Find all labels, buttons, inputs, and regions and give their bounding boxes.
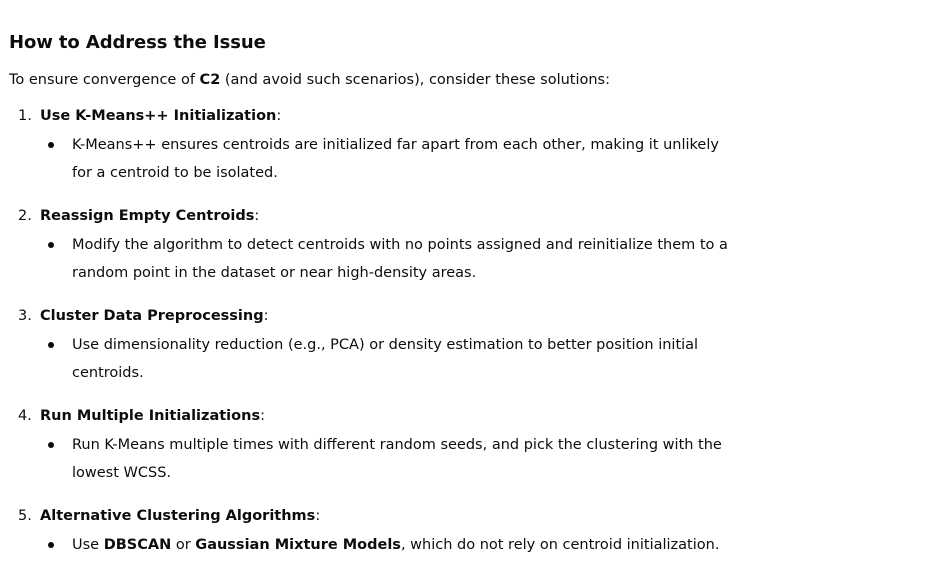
bullet-text: [72, 531, 732, 559]
section-heading: How to Address the Issue: [9, 32, 266, 53]
list-item-step-2: [9, 205, 729, 281]
bullet-text: Run K-Means multiple times with different random seeds, and pick the clustering with the lowest WCSS.: [72, 437, 722, 481]
step-title-colon: :: [260, 408, 265, 424]
step-number: 3.: [18, 308, 32, 324]
bullet-prefix: Use: [72, 537, 104, 553]
step-title: [40, 405, 265, 427]
step-title-bold: Run Multiple Initializations: [40, 408, 261, 424]
step-heading: [9, 105, 729, 127]
step-title-bold: Reassign Empty Centroids: [40, 208, 255, 224]
step-number: 4.: [18, 408, 32, 424]
list-item-step-1: [9, 105, 729, 181]
step-number: 5.: [18, 508, 32, 524]
step-number: 1.: [18, 108, 32, 124]
bullet-dot-icon: [48, 442, 54, 448]
bullet-bold-dbscan: DBSCAN: [103, 537, 172, 553]
list-item-step-5: [9, 505, 729, 553]
intro-suffix: (and avoid such scenarios), consider these solutions:: [220, 72, 610, 88]
step-heading: [9, 305, 729, 327]
step-title-colon: :: [276, 108, 282, 124]
step-title-colon: :: [254, 208, 260, 224]
step-title-colon: :: [263, 308, 269, 324]
bullet-suffix: , which do not rely on centroid initialization.: [400, 537, 720, 553]
bullet-dot-icon: [48, 542, 54, 548]
step-title: [40, 505, 320, 527]
step-title-colon: :: [315, 508, 321, 524]
step-title-bold: Use K-Means++ Initialization: [40, 108, 277, 124]
bullet-text: Modify the algorithm to detect centroids with no points assigned and reinitialize them to a random point in the dataset or near high-density areas.: [72, 237, 728, 281]
intro-bold: C2: [199, 72, 221, 88]
step-number: 2.: [18, 208, 32, 224]
step-heading: [9, 405, 729, 427]
step-title: [40, 305, 268, 327]
bullet-dot-icon: [48, 142, 54, 148]
intro-paragraph: [9, 70, 610, 90]
bullet-text: Use dimensionality reduction (e.g., PCA) or density estimation to better position initial centroids.: [72, 337, 699, 381]
step-title-bold: Cluster Data Preprocessing: [40, 308, 264, 324]
intro-prefix: To ensure convergence of: [9, 72, 200, 88]
bullet-dot-icon: [48, 342, 54, 348]
step-heading: [9, 505, 729, 527]
bullet-text: K-Means++ ensures centroids are initialized far apart from each other, making it unlikely for a centroid to be isolated.: [72, 137, 719, 181]
list-item-step-3: [9, 305, 729, 381]
step-heading: [9, 205, 729, 227]
step-title: [40, 205, 259, 227]
bullet-dot-icon: [48, 242, 54, 248]
bullet-bold-gmm: Gaussian Mixture Models: [195, 537, 401, 553]
step-title-bold: Alternative Clustering Algorithms: [40, 508, 316, 524]
step-title: [40, 105, 281, 127]
list-item-step-4: [9, 405, 729, 481]
bullet-mid: or: [171, 537, 196, 553]
